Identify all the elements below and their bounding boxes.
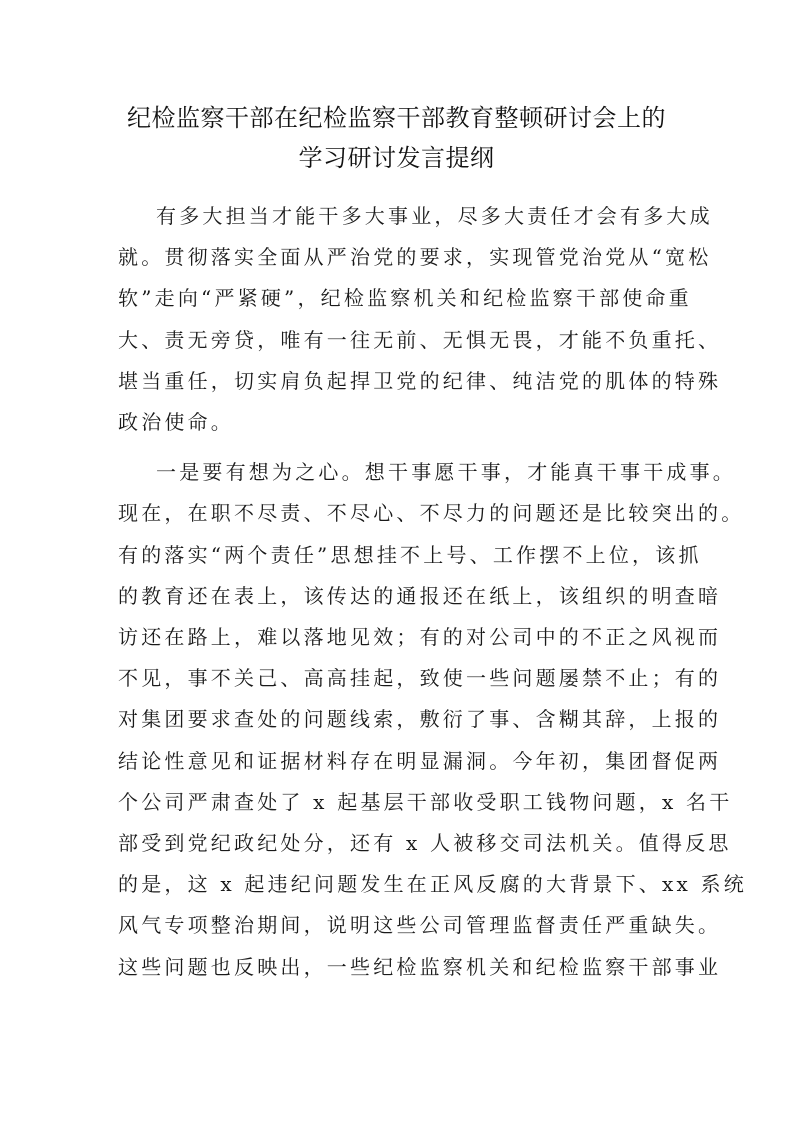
text-line: 的教育还在表上，该传达的通报还在纸上，该组织的明查暗 — [118, 583, 722, 608]
text-line: 政治使命。 — [118, 410, 234, 435]
text-line: 有的落实“两个责任”思想挂不上号、工作摆不上位，该抓 — [118, 542, 702, 567]
text-line: 不见，事不关己、高高挂起，致使一些问题屡禁不止；有的 — [118, 666, 722, 691]
text-line: 的是，这 x 起违纪问题发生在正风反腐的大背景下、xx 系统 — [118, 872, 747, 897]
text-line: 现在，在职不尽责、不尽心、不尽力的问题还是比较突出的。 — [118, 501, 745, 526]
text-line: 个公司严肃查处了 x 起基层干部收受职工钱物问题，x 名干 — [118, 789, 733, 814]
document-title — [100, 98, 693, 178]
document-body — [118, 196, 747, 997]
text-line: 对集团要求查处的问题线索，敷衍了事、含糊其辞，上报的 — [118, 707, 722, 732]
title-line-1: 纪检监察干部在纪检监察干部教育整顿研讨会上的 — [127, 104, 666, 132]
text-line: 就。贯彻落实全面从严治党的要求，实现管党治党从“宽松 — [118, 245, 712, 270]
text-line: 部受到党纪政纪处分，还有 x 人被移交司法机关。值得反思 — [118, 831, 732, 856]
text-line: 访还在路上，难以落地见效；有的对公司中的不正之风视而 — [118, 625, 722, 650]
text-line: 这些问题也反映出，一些纪检监察机关和纪检监察干部事业 — [118, 954, 722, 979]
text-line: 堪当重任，切实肩负起捍卫党的纪律、纯洁党的肌体的特殊 — [118, 368, 722, 393]
text-line: 大、责无旁贷，唯有一往无前、无惧无畏，才能不负重托、 — [118, 327, 722, 352]
text-line: 一是要有想为之心。想干事愿干事，才能真干事干成事。 — [156, 460, 736, 485]
text-line: 结论性意见和证据材料存在明显漏洞。今年初，集团督促两 — [118, 748, 722, 773]
text-line: 有多大担当才能干多大事业，尽多大责任才会有多大成 — [156, 204, 713, 228]
paragraph-point-one — [118, 452, 747, 988]
title-line-2: 学习研讨发言提纲 — [298, 144, 495, 172]
paragraph-intro — [118, 196, 722, 443]
text-line: 风气专项整治期间，说明这些公司管理监督责任严重缺失。 — [118, 913, 722, 938]
text-line: 软”走向“严紧硬”，纪检监察机关和纪检监察干部使命重 — [118, 286, 692, 311]
